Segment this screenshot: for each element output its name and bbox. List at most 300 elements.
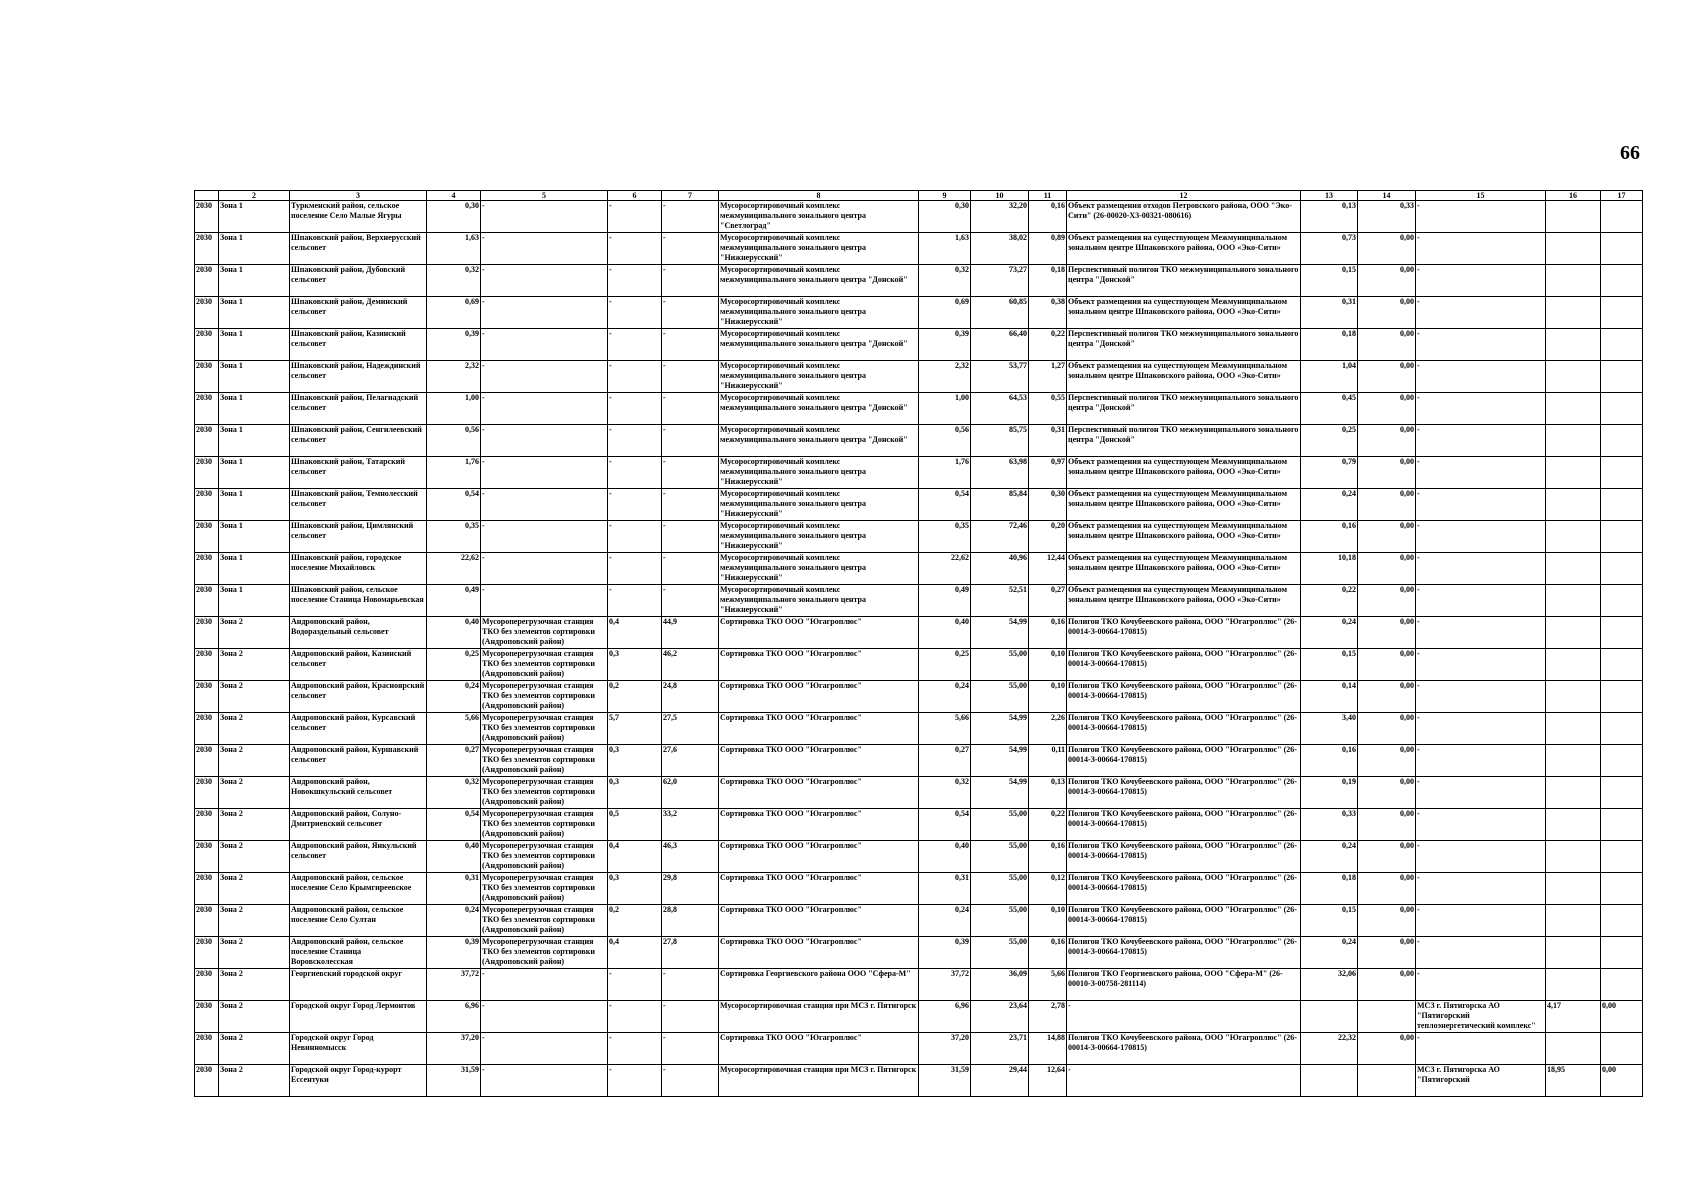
- table-cell: 0,32: [919, 265, 971, 297]
- table-cell: 0,13: [1029, 777, 1067, 809]
- table-cell: [1601, 393, 1643, 425]
- table-cell: Городской округ Город-курорт Ессентуки: [290, 1065, 427, 1097]
- table-cell: 55,00: [971, 809, 1029, 841]
- table-cell: [1546, 329, 1601, 361]
- table-cell: -: [1416, 649, 1546, 681]
- table-cell: Зона 2: [219, 873, 290, 905]
- table-cell: 12,64: [1029, 1065, 1067, 1097]
- table-cell: Объект размещения отходов Петровского района, ООО "Эко-Сити" (26-00020-Х3-00321-080616): [1067, 201, 1301, 233]
- table-cell: 0,12: [1029, 873, 1067, 905]
- table-cell: -: [608, 201, 662, 233]
- table-cell: Сортировка ТКО ООО "Югагроплюс": [719, 713, 919, 745]
- table-cell: 55,00: [971, 681, 1029, 713]
- table-cell: 55,00: [971, 873, 1029, 905]
- table-cell: 3,40: [1301, 713, 1358, 745]
- table-cell: [1601, 937, 1643, 969]
- table-cell: 32,06: [1301, 969, 1358, 1001]
- table-cell: Сортировка ТКО ООО "Югагроплюс": [719, 777, 919, 809]
- table-cell: 5,66: [1029, 969, 1067, 1001]
- table-cell: Шпаковский район, Сенгилеевский сельсовет: [290, 425, 427, 457]
- table-cell: 60,85: [971, 297, 1029, 329]
- table-cell: 0,25: [1301, 425, 1358, 457]
- table-cell: [1546, 905, 1601, 937]
- table-cell: 29,44: [971, 1065, 1029, 1097]
- table-cell: Шпаковский район, Пелагиадский сельсовет: [290, 393, 427, 425]
- table-cell: 1,76: [427, 457, 481, 489]
- table-cell: Шпаковский район, Казинский сельсовет: [290, 329, 427, 361]
- table-cell: 0,25: [919, 649, 971, 681]
- table-cell: -: [608, 1065, 662, 1097]
- table-cell: [1546, 713, 1601, 745]
- table-cell: Мусоросортировочный комплекс межмуниципального зонального центра "Донской": [719, 393, 919, 425]
- table-cell: 0,3: [608, 873, 662, 905]
- table-cell: -: [608, 329, 662, 361]
- table-cell: 0,40: [427, 841, 481, 873]
- table-cell: Зона 1: [219, 233, 290, 265]
- table-cell: 0,16: [1029, 841, 1067, 873]
- table-cell: 54,99: [971, 777, 1029, 809]
- table-cell: 0,16: [1029, 201, 1067, 233]
- table-cell: [1601, 201, 1643, 233]
- table-cell: Полигон ТКО Кочубеевского района, ООО "Югагроплюс" (26-00014-З-00664-170815): [1067, 681, 1301, 713]
- table-cell: 0,33: [1301, 809, 1358, 841]
- table-cell: 2030: [195, 617, 219, 649]
- table-cell: 0,27: [919, 745, 971, 777]
- table-row: [195, 809, 1643, 841]
- table-cell: Андроповский район, Куршавский сельсовет: [290, 745, 427, 777]
- table-row: [195, 713, 1643, 745]
- table-cell: 28,8: [662, 905, 719, 937]
- table-cell: Андроповский район, сельское поселение Станица Воровсколесская: [290, 937, 427, 969]
- table-cell: МСЗ г. Пятигорска АО "Пятигорский теплоэнергетический комплекс": [1416, 1001, 1546, 1033]
- table-row: [195, 905, 1643, 937]
- table-cell: 46,2: [662, 649, 719, 681]
- table-cell: 54,99: [971, 745, 1029, 777]
- table-cell: -: [662, 1001, 719, 1033]
- table-cell: 24,8: [662, 681, 719, 713]
- table-cell: -: [662, 425, 719, 457]
- table-cell: 0,2: [608, 681, 662, 713]
- table-cell: -: [481, 489, 608, 521]
- table-cell: -: [481, 201, 608, 233]
- table-cell: -: [662, 1065, 719, 1097]
- table-row: [195, 297, 1643, 329]
- table-cell: [1601, 681, 1643, 713]
- table-cell: 0,97: [1029, 457, 1067, 489]
- table-cell: Зона 1: [219, 585, 290, 617]
- table-cell: Мусоросортировочный комплекс межмуниципального зонального центра "Донской": [719, 329, 919, 361]
- table-cell: [1601, 809, 1643, 841]
- table-cell: 0,00: [1358, 585, 1416, 617]
- table-cell: 0,24: [919, 905, 971, 937]
- table-cell: [1601, 489, 1643, 521]
- table-cell: -: [1416, 809, 1546, 841]
- table-cell: -: [608, 233, 662, 265]
- table-cell: [1546, 649, 1601, 681]
- table-cell: 1,63: [919, 233, 971, 265]
- table-cell: Сортировка ТКО ООО "Югагроплюс": [719, 745, 919, 777]
- table-cell: Андроповский район, сельское поселение Село Крымгиреевское: [290, 873, 427, 905]
- table-cell: Зона 1: [219, 201, 290, 233]
- table-cell: 0,39: [919, 937, 971, 969]
- table-cell: 2,32: [919, 361, 971, 393]
- table-cell: Андроповский район, сельское поселение Село Султан: [290, 905, 427, 937]
- table-cell: 46,3: [662, 841, 719, 873]
- table-cell: Полигон ТКО Кочубеевского района, ООО "Югагроплюс" (26-00014-З-00664-170815): [1067, 713, 1301, 745]
- table-row: [195, 681, 1643, 713]
- table-cell: [1546, 585, 1601, 617]
- table-cell: 0,56: [919, 425, 971, 457]
- table-cell: 0,00: [1358, 265, 1416, 297]
- table-cell: -: [1416, 969, 1546, 1001]
- table-cell: -: [608, 425, 662, 457]
- table-cell: Зона 2: [219, 777, 290, 809]
- table-cell: 0,00: [1358, 233, 1416, 265]
- table-cell: -: [662, 553, 719, 585]
- table-cell: [1601, 553, 1643, 585]
- table-cell: Мусоросортировочная станция при МСЗ г. Пятигорск: [719, 1065, 919, 1097]
- table-cell: -: [662, 233, 719, 265]
- table-cell: 0,40: [427, 617, 481, 649]
- table-cell: Объект размещения на существующем Межмуниципальном зональном центре Шпаковского района, ООО «Эко-Сити»: [1067, 457, 1301, 489]
- table-cell: Зона 2: [219, 969, 290, 1001]
- table-cell: 0,35: [919, 521, 971, 553]
- table-cell: 62,0: [662, 777, 719, 809]
- table-cell: Объект размещения на существующем Межмуниципальном зональном центре Шпаковского района, ООО «Эко-Сити»: [1067, 489, 1301, 521]
- table-cell: -: [1416, 521, 1546, 553]
- table-cell: Полигон ТКО Кочубеевского района, ООО "Югагроплюс" (26-00014-З-00664-170815): [1067, 809, 1301, 841]
- table-cell: Полигон ТКО Кочубеевского района, ООО "Югагроплюс" (26-00014-З-00664-170815): [1067, 841, 1301, 873]
- column-number-header: 17: [1601, 191, 1643, 201]
- table-cell: [1546, 617, 1601, 649]
- table-cell: 0,25: [427, 649, 481, 681]
- table-cell: 2,32: [427, 361, 481, 393]
- table-cell: 0,39: [427, 329, 481, 361]
- table-cell: Андроповский район, Солуно-Дмитриевский сельсовет: [290, 809, 427, 841]
- table-cell: Сортировка ТКО ООО "Югагроплюс": [719, 681, 919, 713]
- table-row: [195, 777, 1643, 809]
- table-cell: Мусоросортировочный комплекс межмуниципального зонального центра "Светлоград": [719, 201, 919, 233]
- table-cell: 0,54: [427, 809, 481, 841]
- table-cell: 2030: [195, 937, 219, 969]
- table-cell: 54,99: [971, 617, 1029, 649]
- table-cell: 2030: [195, 649, 219, 681]
- column-number-header: 6: [608, 191, 662, 201]
- table-cell: 0,10: [1029, 905, 1067, 937]
- table-cell: [1601, 873, 1643, 905]
- table-cell: 0,22: [1029, 809, 1067, 841]
- table-cell: Перспективный полигон ТКО межмуниципального зонального центра "Донской": [1067, 265, 1301, 297]
- table-cell: 0,3: [608, 745, 662, 777]
- table-cell: Мусороперегрузочная станция ТКО без элементов сортировки (Андроповский район): [481, 617, 608, 649]
- table-cell: -: [481, 585, 608, 617]
- table-cell: [1301, 1001, 1358, 1033]
- table-row: [195, 745, 1643, 777]
- table-cell: Зона 2: [219, 713, 290, 745]
- table-cell: 0,2: [608, 905, 662, 937]
- table-cell: -: [1416, 553, 1546, 585]
- table-cell: -: [662, 969, 719, 1001]
- table-cell: [1601, 745, 1643, 777]
- table-cell: Сортировка ТКО ООО "Югагроплюс": [719, 873, 919, 905]
- table-cell: 2030: [195, 201, 219, 233]
- table-cell: 0,00: [1358, 297, 1416, 329]
- table-cell: -: [608, 297, 662, 329]
- column-number-header: 5: [481, 191, 608, 201]
- table-cell: 0,31: [427, 873, 481, 905]
- table-row: [195, 617, 1643, 649]
- column-number-header: [195, 191, 219, 201]
- table-cell: 0,30: [427, 201, 481, 233]
- table-cell: Шпаковский район, Верхнерусский сельсовет: [290, 233, 427, 265]
- table-cell: 0,4: [608, 841, 662, 873]
- table-cell: Зона 2: [219, 1033, 290, 1065]
- table-cell: 2,26: [1029, 713, 1067, 745]
- table-cell: Объект размещения на существующем Межмуниципальном зональном центре Шпаковского района, ООО «Эко-Сити»: [1067, 521, 1301, 553]
- table-cell: Зона 1: [219, 425, 290, 457]
- table-cell: 2030: [195, 553, 219, 585]
- table-cell: 0,00: [1358, 713, 1416, 745]
- table-cell: -: [481, 969, 608, 1001]
- table-cell: 0,00: [1358, 329, 1416, 361]
- table-cell: [1546, 745, 1601, 777]
- table-cell: 0,00: [1358, 937, 1416, 969]
- table-cell: 0,19: [1301, 777, 1358, 809]
- table-cell: Шпаковский район, Деминский сельсовет: [290, 297, 427, 329]
- table-cell: 0,22: [1029, 329, 1067, 361]
- table-cell: 54,99: [971, 713, 1029, 745]
- table-cell: [1601, 361, 1643, 393]
- table-cell: [1546, 1033, 1601, 1065]
- table-cell: 1,00: [427, 393, 481, 425]
- table-cell: 0,16: [1029, 937, 1067, 969]
- table-cell: 0,69: [919, 297, 971, 329]
- table-cell: Мусоросортировочный комплекс межмуниципального зонального центра "Нижнерусский": [719, 297, 919, 329]
- table-cell: -: [481, 1001, 608, 1033]
- table-cell: 55,00: [971, 841, 1029, 873]
- table-body: [195, 201, 1643, 1097]
- table-cell: Полигон ТКО Кочубеевского района, ООО "Югагроплюс" (26-00014-З-00664-170815): [1067, 1033, 1301, 1065]
- table-cell: Мусороперегрузочная станция ТКО без элементов сортировки (Андроповский район): [481, 745, 608, 777]
- table-cell: 0,27: [427, 745, 481, 777]
- table-cell: 0,24: [1301, 841, 1358, 873]
- table-cell: 0,00: [1358, 361, 1416, 393]
- table-cell: 0,00: [1601, 1001, 1643, 1033]
- table-cell: Шпаковский район, сельское поселение Станица Новомарьевская: [290, 585, 427, 617]
- table-cell: [1546, 809, 1601, 841]
- table-cell: 23,64: [971, 1001, 1029, 1033]
- table-cell: 37,20: [427, 1033, 481, 1065]
- table-cell: 2030: [195, 329, 219, 361]
- table-cell: Мусороперегрузочная станция ТКО без элементов сортировки (Андроповский район): [481, 937, 608, 969]
- table-cell: Полигон ТКО Георгиевского района, ООО "Сфера-М" (26-00010-З-00758-281114): [1067, 969, 1301, 1001]
- table-cell: 0,00: [1358, 745, 1416, 777]
- table-cell: Зона 1: [219, 521, 290, 553]
- table-cell: -: [481, 521, 608, 553]
- table-cell: 22,62: [919, 553, 971, 585]
- table-row: [195, 649, 1643, 681]
- table-cell: 0,69: [427, 297, 481, 329]
- table-cell: Сортировка ТКО ООО "Югагроплюс": [719, 905, 919, 937]
- table-cell: -: [662, 585, 719, 617]
- table-cell: Мусоросортировочный комплекс межмуниципального зонального центра "Нижнерусский": [719, 553, 919, 585]
- table-cell: 0,00: [1601, 1065, 1643, 1097]
- table-cell: -: [1416, 265, 1546, 297]
- table-cell: Шпаковский район, городское поселение Михайловск: [290, 553, 427, 585]
- table-cell: -: [1416, 937, 1546, 969]
- table-cell: [1546, 777, 1601, 809]
- table-cell: 33,2: [662, 809, 719, 841]
- table-cell: [1546, 425, 1601, 457]
- table-cell: [1601, 969, 1643, 1001]
- table-cell: 0,18: [1029, 265, 1067, 297]
- table-cell: 0,54: [919, 489, 971, 521]
- table-cell: Сортировка Георгиевского района ООО "Сфера-М": [719, 969, 919, 1001]
- table-cell: 2030: [195, 393, 219, 425]
- table-cell: 72,46: [971, 521, 1029, 553]
- table-cell: Мусоросортировочный комплекс межмуниципального зонального центра "Донской": [719, 265, 919, 297]
- table-cell: -: [481, 457, 608, 489]
- table-cell: 0,54: [919, 809, 971, 841]
- table-cell: -: [662, 361, 719, 393]
- table-cell: 2030: [195, 361, 219, 393]
- table-cell: 0,22: [1301, 585, 1358, 617]
- table-cell: 0,49: [919, 585, 971, 617]
- table-cell: [1358, 1065, 1416, 1097]
- table-cell: Полигон ТКО Кочубеевского района, ООО "Югагроплюс" (26-00014-З-00664-170815): [1067, 777, 1301, 809]
- table-cell: -: [1416, 393, 1546, 425]
- table-cell: 23,71: [971, 1033, 1029, 1065]
- table-cell: 2030: [195, 681, 219, 713]
- table-cell: 0,00: [1358, 681, 1416, 713]
- table-cell: Мусоросортировочный комплекс межмуниципального зонального центра "Нижнерусский": [719, 585, 919, 617]
- table-cell: Шпаковский район, Темнолесский сельсовет: [290, 489, 427, 521]
- table-cell: -: [1416, 745, 1546, 777]
- table-cell: 0,30: [919, 201, 971, 233]
- table-cell: -: [1416, 425, 1546, 457]
- table-cell: 0,15: [1301, 649, 1358, 681]
- table-cell: 0,33: [1358, 201, 1416, 233]
- table-cell: Городской округ Город Невинномысск: [290, 1033, 427, 1065]
- table-cell: [1546, 233, 1601, 265]
- column-number-header: 13: [1301, 191, 1358, 201]
- table-cell: Сортировка ТКО ООО "Югагроплюс": [719, 649, 919, 681]
- column-number-header: 11: [1029, 191, 1067, 201]
- table-cell: Андроповский район, Курсавский сельсовет: [290, 713, 427, 745]
- table-cell: 85,75: [971, 425, 1029, 457]
- table-cell: 0,00: [1358, 809, 1416, 841]
- table-cell: 0,18: [1301, 873, 1358, 905]
- table-cell: 0,56: [427, 425, 481, 457]
- table-cell: 63,98: [971, 457, 1029, 489]
- table-cell: 22,32: [1301, 1033, 1358, 1065]
- column-number-header: 12: [1067, 191, 1301, 201]
- register-table: [194, 190, 1643, 1097]
- table-cell: 2030: [195, 873, 219, 905]
- table-cell: 0,32: [919, 777, 971, 809]
- table-cell: 0,55: [1029, 393, 1067, 425]
- column-number-header: 7: [662, 191, 719, 201]
- table-cell: -: [1416, 489, 1546, 521]
- table-cell: 0,30: [1029, 489, 1067, 521]
- table-cell: [1358, 1001, 1416, 1033]
- table-cell: [1601, 425, 1643, 457]
- table-cell: 27,5: [662, 713, 719, 745]
- table-cell: -: [662, 265, 719, 297]
- table-cell: 2030: [195, 713, 219, 745]
- table-cell: Зона 2: [219, 745, 290, 777]
- table-cell: 0,00: [1358, 969, 1416, 1001]
- table-cell: 55,00: [971, 937, 1029, 969]
- table-cell: 0,00: [1358, 841, 1416, 873]
- table-cell: Мусороперегрузочная станция ТКО без элементов сортировки (Андроповский район): [481, 873, 608, 905]
- table-cell: 0,00: [1358, 1033, 1416, 1065]
- table-cell: 0,73: [1301, 233, 1358, 265]
- table-cell: Перспективный полигон ТКО межмуниципального зонального центра "Донской": [1067, 329, 1301, 361]
- table-cell: -: [608, 361, 662, 393]
- table-cell: 2030: [195, 297, 219, 329]
- table-cell: Зона 1: [219, 489, 290, 521]
- table-cell: 14,88: [1029, 1033, 1067, 1065]
- table-cell: 4,17: [1546, 1001, 1601, 1033]
- table-cell: 6,96: [919, 1001, 971, 1033]
- table-cell: [1546, 489, 1601, 521]
- table-cell: Мусоросортировочный комплекс межмуниципального зонального центра "Нижнерусский": [719, 521, 919, 553]
- table-cell: 53,77: [971, 361, 1029, 393]
- table-cell: 5,66: [919, 713, 971, 745]
- table-cell: [1546, 937, 1601, 969]
- table-cell: 0,79: [1301, 457, 1358, 489]
- table-row: [195, 873, 1643, 905]
- table-row: [195, 841, 1643, 873]
- table-cell: 1,27: [1029, 361, 1067, 393]
- table-cell: -: [1416, 617, 1546, 649]
- table-cell: [1546, 297, 1601, 329]
- table-cell: Мусоросортировочный комплекс межмуниципального зонального центра "Нижнерусский": [719, 457, 919, 489]
- table-cell: 0,24: [427, 905, 481, 937]
- table-cell: Мусороперегрузочная станция ТКО без элементов сортировки (Андроповский район): [481, 713, 608, 745]
- table-cell: Полигон ТКО Кочубеевского района, ООО "Югагроплюс" (26-00014-З-00664-170815): [1067, 745, 1301, 777]
- table-cell: Зона 2: [219, 681, 290, 713]
- table-cell: 0,3: [608, 649, 662, 681]
- table-cell: 0,15: [1301, 265, 1358, 297]
- table-cell: 0,32: [427, 777, 481, 809]
- table-row: [195, 521, 1643, 553]
- table-cell: 85,84: [971, 489, 1029, 521]
- table-cell: -: [662, 201, 719, 233]
- table-cell: 0,13: [1301, 201, 1358, 233]
- table-cell: 0,00: [1358, 617, 1416, 649]
- table-cell: Андроповский район, Казинский сельсовет: [290, 649, 427, 681]
- table-cell: Мусороперегрузочная станция ТКО без элементов сортировки (Андроповский район): [481, 681, 608, 713]
- table-cell: 37,20: [919, 1033, 971, 1065]
- table-cell: 0,10: [1029, 681, 1067, 713]
- table-cell: Полигон ТКО Кочубеевского района, ООО "Югагроплюс" (26-00014-З-00664-170815): [1067, 905, 1301, 937]
- table-cell: 0,00: [1358, 425, 1416, 457]
- table-cell: Зона 1: [219, 457, 290, 489]
- table-cell: 2030: [195, 745, 219, 777]
- table-row: [195, 361, 1643, 393]
- table-row: [195, 201, 1643, 233]
- table-cell: 0,24: [427, 681, 481, 713]
- column-number-row: [195, 191, 1643, 201]
- table-cell: -: [608, 393, 662, 425]
- table-cell: -: [1416, 841, 1546, 873]
- table-cell: 27,8: [662, 937, 719, 969]
- table-cell: 31,59: [919, 1065, 971, 1097]
- table-cell: Сортировка ТКО ООО "Югагроплюс": [719, 1033, 919, 1065]
- table-cell: 2030: [195, 809, 219, 841]
